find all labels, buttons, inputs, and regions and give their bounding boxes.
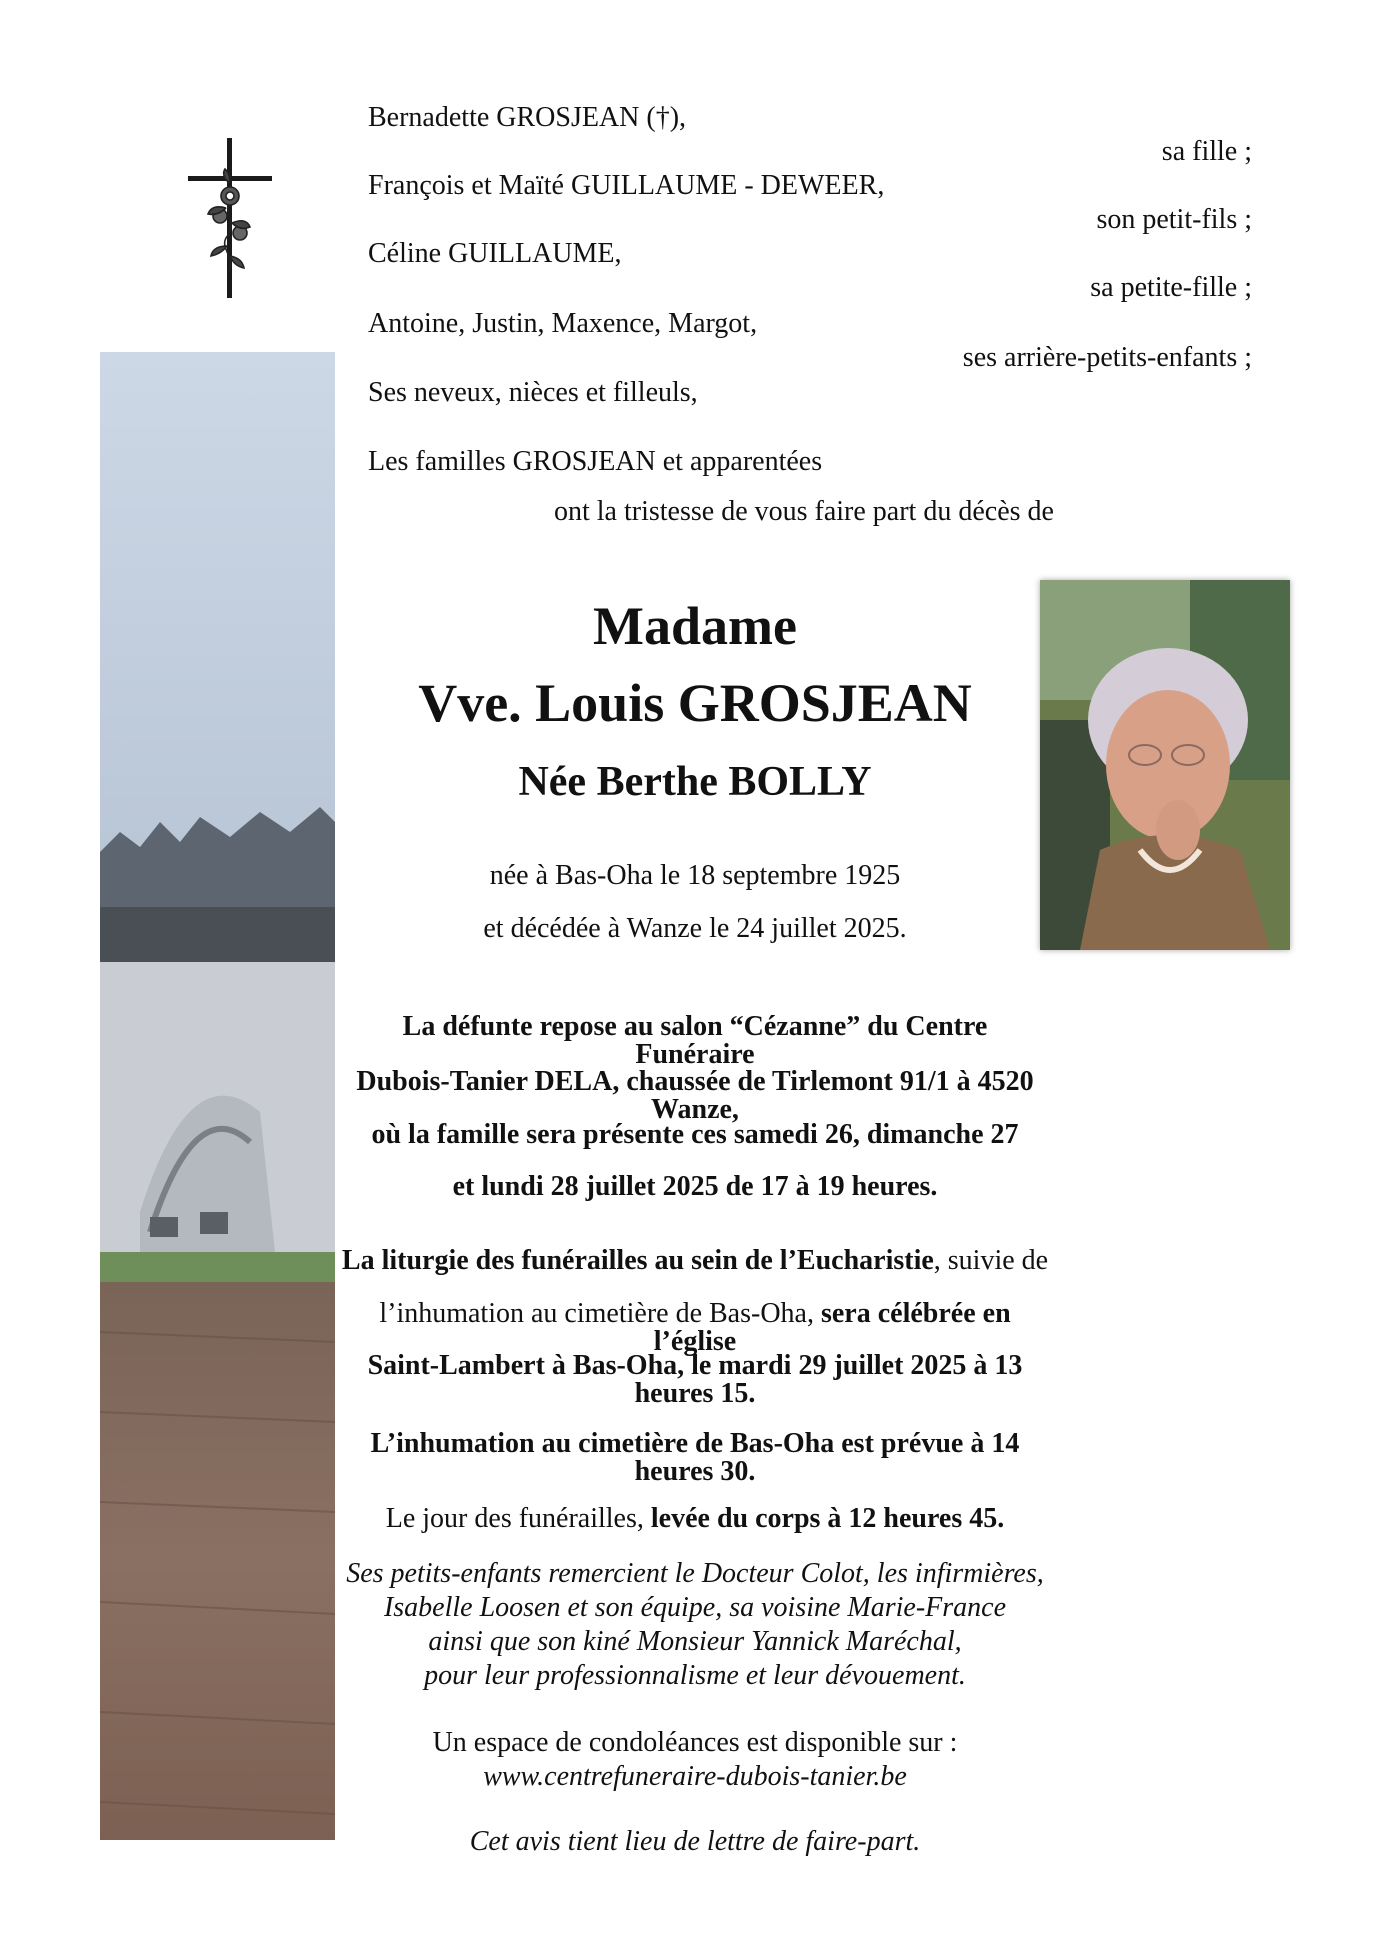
thanks-line-1: Ses petits-enfants remercient le Docteur Colot, les infirmières, [346,1558,1044,1589]
birth-line: née à Bas-Oha le 18 septembre 1925 [489,860,901,891]
levee-bold: levée du corps à 12 heures 45. [650,1503,1005,1534]
thanks-line-3: ainsi que son kiné Monsieur Yannick Maréchal, [428,1626,962,1657]
relation-3: sa petite-fille ; [1090,272,1252,303]
repose-line-2: Dubois-Tanier DELA, chaussée de Tirlemont 91/1 à 4520 Wanze, [356,1066,1034,1125]
relation-1: sa fille ; [1161,136,1252,167]
condolences-url[interactable]: www.centrefuneraire-dubois-tanier.be [483,1761,907,1792]
condolences-label: Un espace de condoléances est disponible sur : [432,1727,958,1758]
liturgy-line-1-rest: , suivie de [933,1245,1049,1276]
deceased-maiden-name: Née Berthe BOLLY [518,759,872,805]
liturgy-line-2-plain: l’inhumation au cimetière de Bas-Oha, [379,1298,821,1329]
family-line-6: Les familles GROSJEAN et apparentées [368,446,823,477]
levee-line [340,1505,1050,1533]
liturgy-line-1 [340,1247,1050,1275]
thanks-line-4: pour leur professionnalisme et leur dévouement. [424,1660,966,1691]
family-line-3: Céline GUILLAUME, [368,238,622,269]
liturgy-line-2-bold: sera célébrée en l’église [653,1298,1011,1357]
repose-line-4: et lundi 28 juillet 2025 de 17 à 19 heures. [452,1171,938,1202]
levee-plain: Le jour des funérailles, [385,1503,651,1534]
cross-rose-icon [180,138,280,300]
thanks-line-2: Isabelle Loosen et son équipe, sa voisine Marie-France [383,1592,1007,1623]
repose-line-1: La défunte repose au salon “Cézanne” du Centre Funéraire [402,1011,988,1070]
relation-4: ses arrière-petits-enfants ; [962,342,1252,373]
portrait-photo [1040,580,1290,950]
deceased-title: Madame [593,596,797,656]
deceased-name: Vve. Louis GROSJEAN [418,673,972,733]
liturgy-line-3: Saint-Lambert à Bas-Oha, le mardi 29 juillet 2025 à 13 heures 15. [367,1350,1023,1409]
family-line-4: Antoine, Justin, Maxence, Margot, [368,308,758,339]
liturgy-line-2 [340,1300,1050,1356]
relation-2: son petit-fils ; [1096,204,1252,235]
landscape-image [100,352,335,1840]
family-line-5: Ses neveux, nièces et filleuls, [368,377,698,408]
closing-line: Cet avis tient lieu de lettre de faire-part. [469,1826,921,1857]
death-line: et décédée à Wanze le 24 juillet 2025. [483,913,907,944]
liturgy-line-1-bold: La liturgie des funérailles au sein de l’Eucharistie [341,1245,934,1276]
family-line-2: François et Maïté GUILLAUME - DEWEER, [368,170,885,201]
inhumation-line: L’inhumation au cimetière de Bas-Oha est prévue à 14 heures 30. [370,1428,1020,1487]
family-line-1: Bernadette GROSJEAN (†), [368,102,687,133]
announcement-line: ont la tristesse de vous faire part du décès de [554,496,1054,527]
repose-line-3: où la famille sera présente ces samedi 26, dimanche 27 [371,1119,1019,1150]
